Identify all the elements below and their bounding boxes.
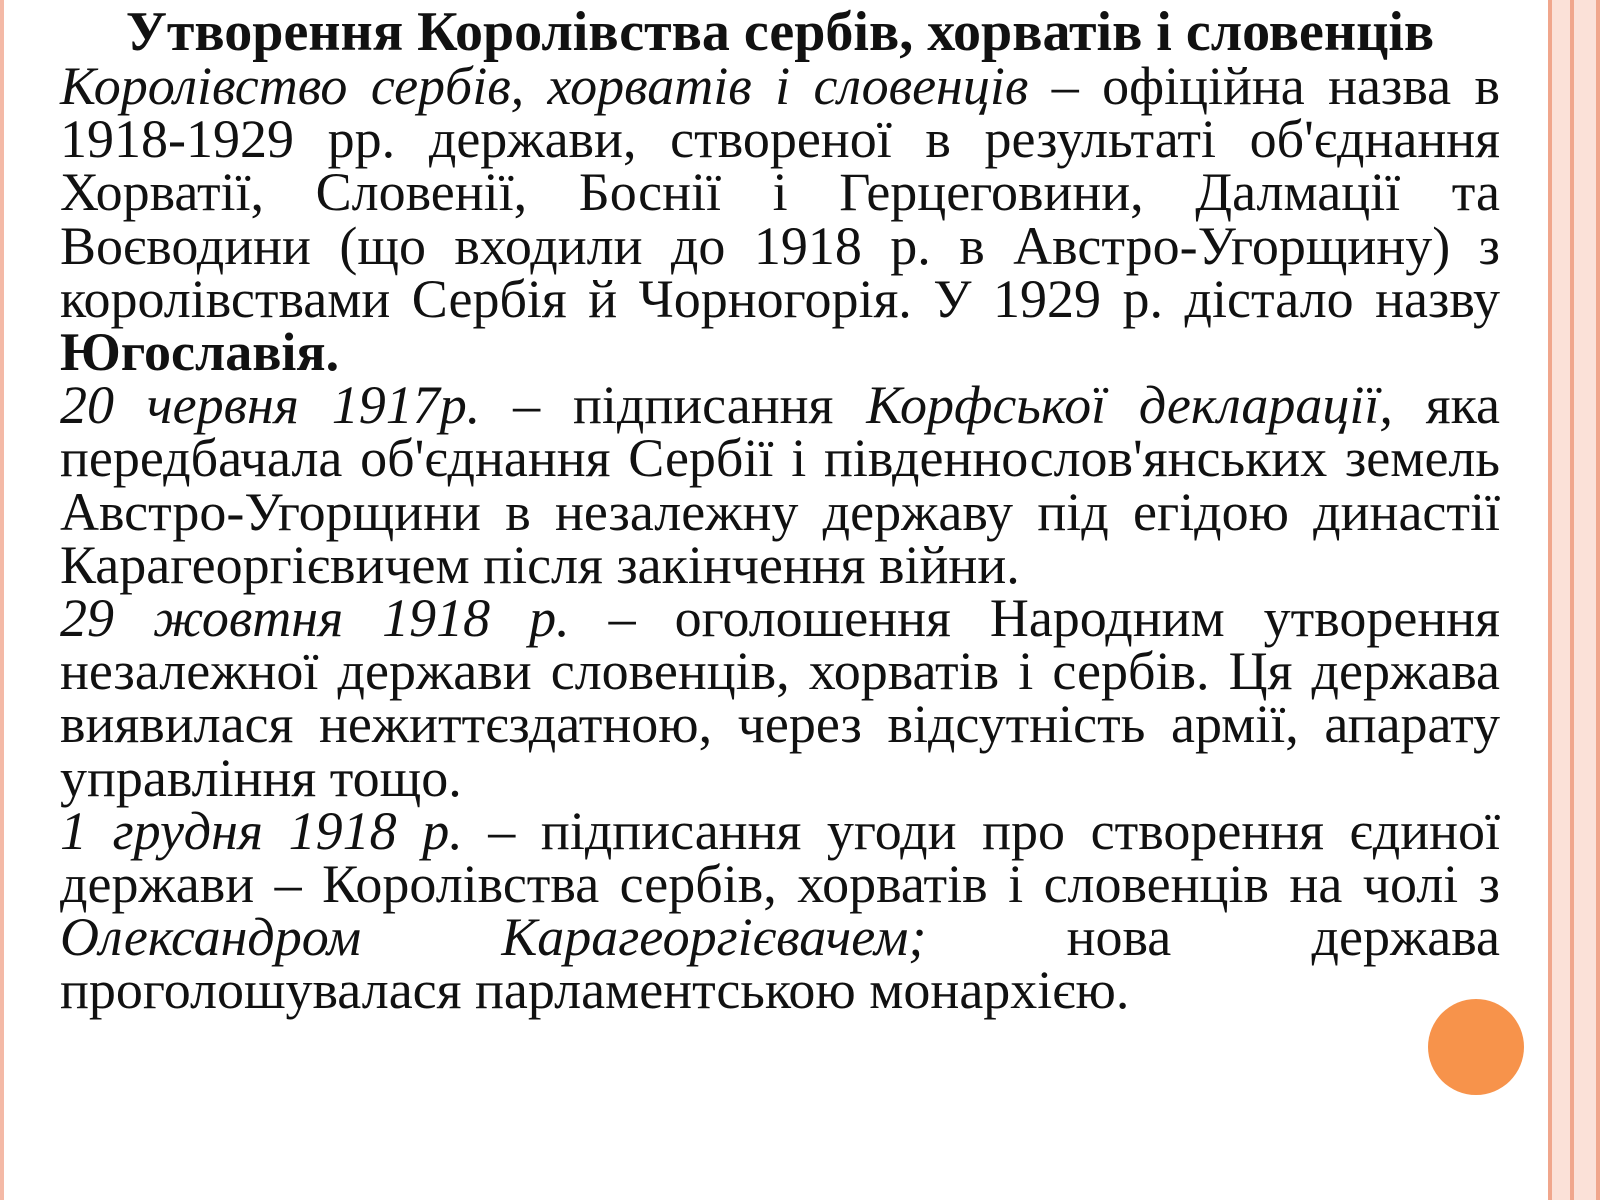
band-line [1570,0,1574,1200]
paragraph-text: – оголошення Народним утворення незалежної держави словенців, хорватів і сербів. Ця держава виявилася нежиттєздатною, через відсутність армії, апарату управління тощо. [60,588,1501,808]
paragraph-definition [60,56,1500,383]
slide-title: Утворення Королівства сербів, хорватів і словенців [125,1,1435,63]
paragraph-text: – підписання угоди про створення єдиної держави – Королівства сербів, хорватів і словенців на чолі з [60,800,1501,915]
slide-content [60,0,1500,1200]
paragraph-october [60,588,1501,808]
date-italic: 29 жовтня 1918 р. [60,588,570,649]
paragraph-text: – підписання [480,375,867,436]
orange-circle-icon [1428,999,1524,1095]
paragraph-december [60,800,1501,1021]
date-italic: 1 грудня 1918 р. [60,800,463,861]
term-italic: Королівство сербів, хорватів і словенців [60,56,1029,116]
band-line [1596,0,1600,1200]
paragraph-text: – офіційна назва в 1918-1929 рр. держави, створеної в результаті об'єднання Хорватії, Словенії, Боснії і Герцеговини, Далмації та Воєводини (що входили до 1918 р. в Австро-Угорщину) з королівствами Сербія й Чорногорія. У 1929 р. дістало назву [60,56,1500,329]
slide-body [60,56,1501,1021]
name-italic: Олександром Карагеоргієвачем; [60,907,927,968]
right-decorative-band [1548,0,1600,1200]
term-bold: Югославія. [60,322,340,383]
term-italic: Корфської декларації, [866,375,1393,436]
band-line [1548,0,1552,1200]
paragraph-text: яка передбачала об'єднання Сербії і південнослов'янських земель Австро-Угорщини в незалежну державу під егідою династії Карагеоргієвичем після закінчення війни. [60,375,1500,595]
date-italic: 20 червня 1917р. [60,375,481,436]
paragraph-corfu [60,375,1500,595]
paragraph-text: нова держава проголошувалася парламентською монархією. [60,907,1500,1021]
